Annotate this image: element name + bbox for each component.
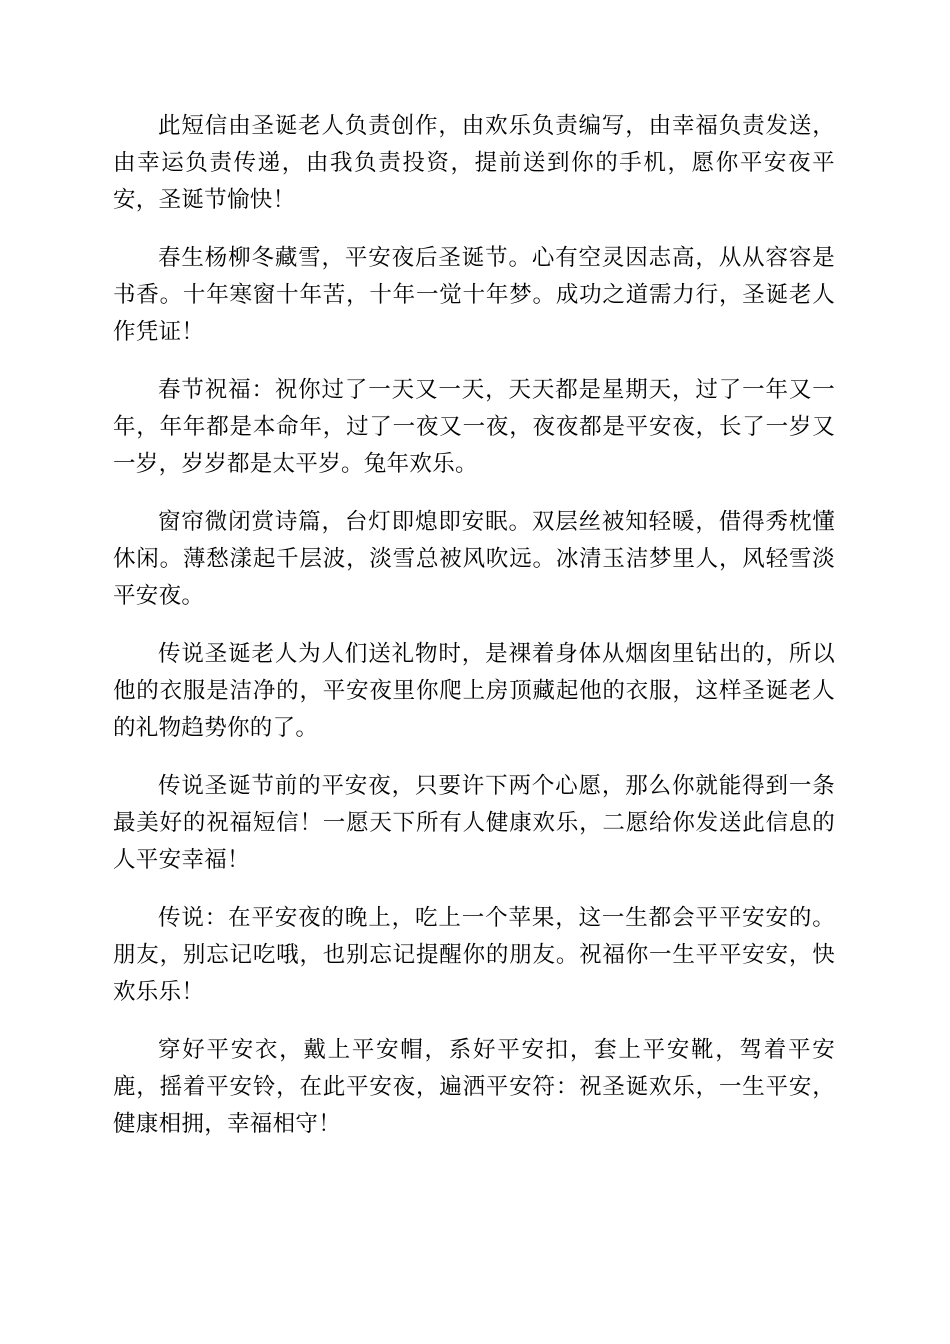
paragraph-4: 窗帘微闭赏诗篇，台灯即熄即安眠。双层丝被知轻暖，借得秀枕懂休闲。薄愁漾起千层波，淡雪总被风吹远。冰清玉洁梦里人，风轻雪淡平安夜。 (113, 509, 835, 609)
paragraph-7: 传说：在平安夜的晚上，吃上一个苹果，这一生都会平平安安的。朋友，别忘记吃哦，也别忘记提醒你的朋友。祝福你一生平平安安，快欢乐乐！ (113, 905, 835, 1005)
document-body (113, 108, 835, 1164)
paragraph-3: 春节祝福：祝你过了一天又一天，天天都是星期天，过了一年又一年，年年都是本命年，过了一夜又一夜，夜夜都是平安夜，长了一岁又一岁，岁岁都是太平岁。兔年欢乐。 (113, 377, 835, 477)
paragraph-2: 春生杨柳冬藏雪，平安夜后圣诞节。心有空灵因志高，从从容容是书香。十年寒窗十年苦，十年一觉十年梦。成功之道需力行，圣诞老人作凭证！ (113, 245, 835, 345)
paragraph-8: 穿好平安衣，戴上平安帽，系好平安扣，套上平安靴，驾着平安鹿，摇着平安铃，在此平安夜，遍洒平安符：祝圣诞欢乐，一生平安，健康相拥，幸福相守！ (113, 1037, 835, 1137)
paragraph-6: 传说圣诞节前的平安夜，只要许下两个心愿，那么你就能得到一条最美好的祝福短信！一愿天下所有人健康欢乐，二愿给你发送此信息的人平安幸福！ (113, 773, 835, 873)
paragraph-1: 此短信由圣诞老人负责创作，由欢乐负责编写，由幸福负责发送，由幸运负责传递，由我负责投资，提前送到你的手机，愿你平安夜平安，圣诞节愉快！ (113, 113, 835, 213)
paragraph-5: 传说圣诞老人为人们送礼物时，是裸着身体从烟囱里钻出的，所以他的衣服是洁净的，平安夜里你爬上房顶藏起他的衣服，这样圣诞老人的礼物趋势你的了。 (113, 641, 835, 741)
